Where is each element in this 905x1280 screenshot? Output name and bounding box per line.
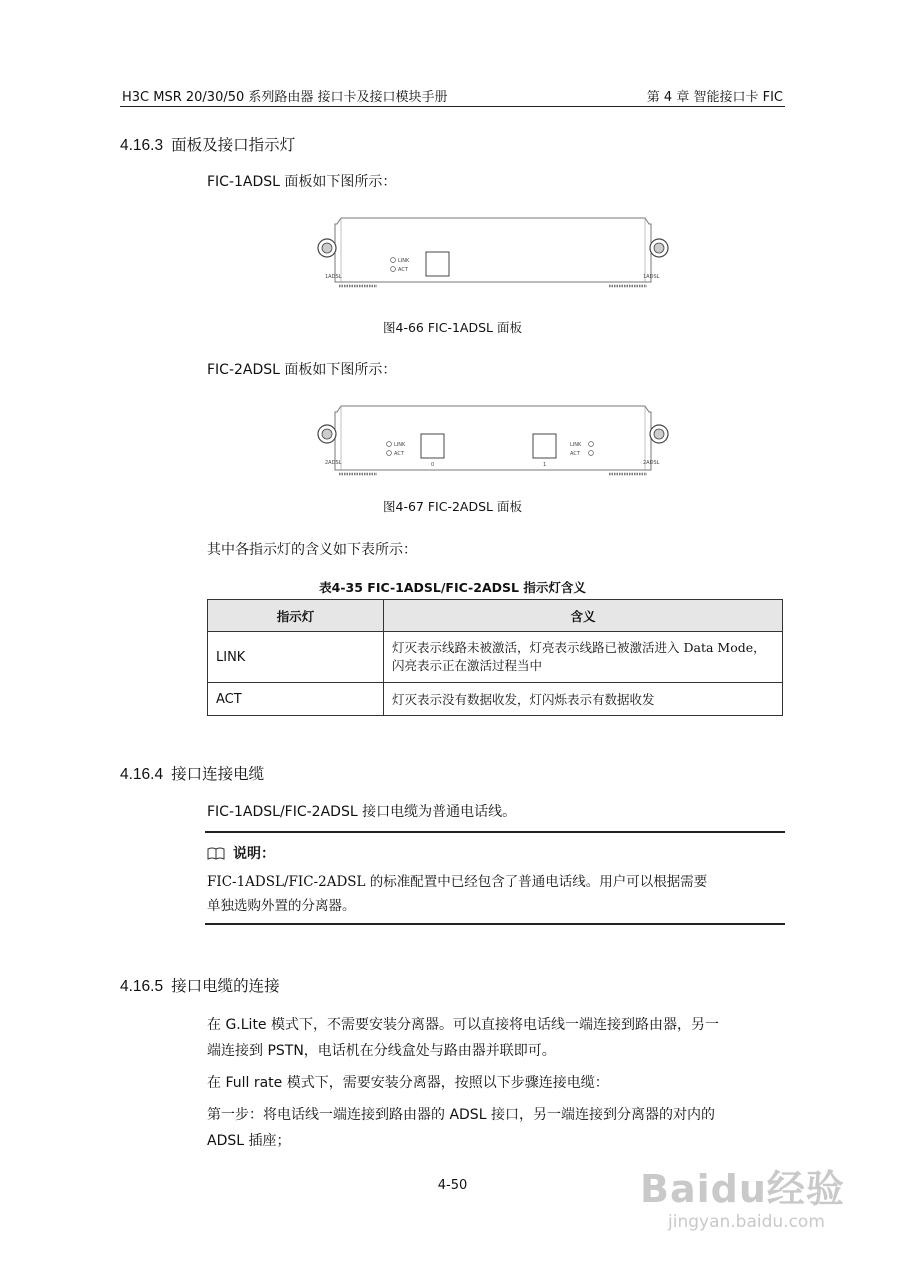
section-title: 接口电缆的连接 <box>171 977 280 995</box>
left-thumbscrew-icon <box>318 239 336 257</box>
note-bottom-rule <box>205 923 785 925</box>
table-row <box>208 632 783 683</box>
adsl-port <box>426 252 449 276</box>
paragraph-fullrate: 在 Full rate 模式下，需要安装分离器，按照以下步骤连接电缆： <box>207 1075 609 1091</box>
right-thumbscrew-icon <box>650 239 668 257</box>
section-heading-4-16-5 <box>120 974 280 996</box>
section-number: 4.16.5 <box>120 978 164 995</box>
section-number: 4.16.4 <box>120 766 164 783</box>
panel-led-act-label-1: ACT <box>570 451 580 457</box>
link-led-icon <box>391 258 396 263</box>
fic-1adsl-panel-figure <box>313 212 673 300</box>
fig1-caption: 图4-66 FIC-1ADSL 面板 <box>383 320 522 335</box>
panel-led-link-label-0: LINK <box>394 442 406 448</box>
panel-right-label: 2ADSL <box>643 460 660 466</box>
header-rule <box>120 106 785 107</box>
fic-2adsl-panel-figure <box>313 400 673 490</box>
port-1-label: 1 <box>543 462 547 468</box>
left-thumbscrew-icon <box>318 425 336 443</box>
table-row <box>208 683 783 716</box>
note-line: 单独选购外置的分离器。 <box>207 898 356 914</box>
paragraph-line: 在 G.Lite 模式下，不需要安装分离器。可以直接将电话线一端连接到路由器，另一 <box>207 1017 719 1033</box>
panel-led-link-label: LINK <box>398 258 410 264</box>
paragraph-step1 <box>207 1102 715 1154</box>
table-caption: 表4-35 FIC-1ADSL/FIC-2ADSL 指示灯含义 <box>319 580 586 595</box>
table-header-led: 指示灯 <box>208 600 384 632</box>
baidu-watermark-url: jingyan.baidu.com <box>668 1212 825 1232</box>
note-title: 说明： <box>233 846 275 862</box>
table-cell-led: ACT <box>208 683 384 716</box>
section-title: 面板及接口指示灯 <box>171 136 296 154</box>
fig2-intro: FIC-2ADSL 面板如下图所示： <box>207 362 397 378</box>
note-top-rule <box>205 831 785 833</box>
adsl-port-0 <box>421 434 444 458</box>
panel-left-label: 2ADSL <box>325 460 342 466</box>
paragraph-glite <box>207 1012 719 1064</box>
table-cell-led: LINK <box>208 632 384 683</box>
table-cell-meaning-line: 灯灭表示线路未被激活，灯亮表示线路已被激活进入 Data Mode， <box>392 640 766 655</box>
port-0-label: 0 <box>431 462 435 468</box>
act-led-icon <box>391 267 396 272</box>
section-heading-4-16-4 <box>120 762 264 784</box>
panel-right-label: 1ADSL <box>643 274 660 280</box>
table-header-meaning: 含义 <box>384 600 783 632</box>
led-meaning-table <box>207 599 783 716</box>
note-heading <box>207 843 275 864</box>
panel-left-label: 1ADSL <box>325 274 342 280</box>
note-body <box>207 870 707 918</box>
table-header-row <box>208 600 783 632</box>
note-line: FIC-1ADSL/FIC-2ADSL 的标准配置中已经包含了普通电话线。用户可以根据需要 <box>207 874 708 890</box>
adsl-port-1 <box>533 434 556 458</box>
fig1-intro: FIC-1ADSL 面板如下图所示： <box>207 174 397 190</box>
cable-description: FIC-1ADSL/FIC-2ADSL 接口电缆为普通电话线。 <box>207 804 517 820</box>
running-header-left: H3C MSR 20/30/50 系列路由器 接口卡及接口模块手册 <box>122 90 448 105</box>
baidu-watermark-logo: Baidu经验 <box>640 1167 845 1211</box>
act-led-1-icon <box>589 451 594 456</box>
section-number: 4.16.3 <box>120 137 164 154</box>
link-led-0-icon <box>387 442 392 447</box>
link-led-1-icon <box>589 442 594 447</box>
right-thumbscrew-icon <box>650 425 668 443</box>
paragraph-line: 端连接到 PSTN，电话机在分线盒处与路由器并联即可。 <box>207 1043 556 1059</box>
running-header-right: 第 4 章 智能接口卡 FIC <box>646 90 783 105</box>
act-led-0-icon <box>387 451 392 456</box>
table-cell-meaning-line: 闪亮表示正在激活过程当中 <box>392 658 543 673</box>
panel-led-link-label-1: LINK <box>570 442 582 448</box>
table-cell-meaning: 灯灭表示没有数据收发，灯闪烁表示有数据收发 <box>384 683 783 716</box>
section-title: 接口连接电缆 <box>171 765 265 783</box>
paragraph-line: ADSL 插座； <box>207 1133 291 1149</box>
page-number: 4-50 <box>437 1178 468 1193</box>
fig2-caption: 图4-67 FIC-2ADSL 面板 <box>383 499 522 514</box>
paragraph-line: 第一步：将电话线一端连接到路由器的 ADSL 接口，另一端连接到分离器的对内的 <box>207 1107 715 1123</box>
book-icon <box>207 845 225 864</box>
section-heading-4-16-3 <box>120 133 295 155</box>
table-cell-meaning <box>384 632 783 683</box>
panel-led-act-label: ACT <box>398 267 408 273</box>
table-intro: 其中各指示灯的含义如下表所示： <box>207 542 417 558</box>
panel-led-act-label-0: ACT <box>394 451 404 457</box>
